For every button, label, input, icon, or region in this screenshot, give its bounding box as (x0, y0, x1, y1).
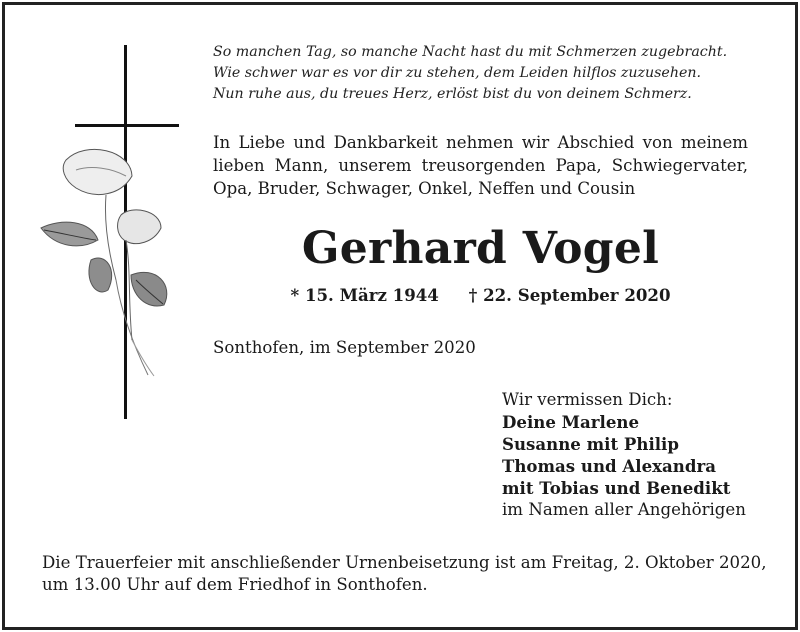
cross-bar (75, 124, 179, 127)
death-date: † 22. September 2020 (468, 285, 671, 305)
family-member: mit Tobias und Benedikt (502, 478, 731, 498)
birth-date: * 15. März 1944 (290, 285, 439, 305)
funeral-info (42, 552, 767, 596)
intro-text (213, 131, 748, 200)
place-date: Sonthofen, im September 2020 (213, 338, 476, 357)
family-intro: Wir vermissen Dich: (502, 390, 673, 409)
funeral-line: um 13.00 Uhr auf dem Friedhof in Sonthofen. (42, 575, 428, 594)
poem-line: So manchen Tag, so manche Nacht hast du mit Schmerzen zugebracht. (213, 44, 728, 60)
deceased-name: Gerhard Vogel (301, 223, 660, 274)
family-closing: im Namen aller Angehörigen (502, 500, 746, 519)
calla-lily-icon (36, 140, 176, 380)
funeral-line: Die Trauerfeier mit anschließender Urnenbeisetzung ist am Freitag, 2. Oktober 2020, (42, 553, 767, 572)
intro-line: Opa, Bruder, Schwager, Onkel, Neffen und Cousin (213, 179, 636, 198)
family-member: Deine Marlene (502, 412, 639, 432)
poem-line: Nun ruhe aus, du treues Herz, erlöst bist du von deinem Schmerz. (213, 86, 692, 102)
intro-line: lieben Mann, unserem treusorgenden Papa, Schwiegervater, (213, 156, 748, 175)
intro-line: In Liebe und Dankbarkeit nehmen wir Abschied von meinem (213, 133, 748, 152)
family-member: Thomas und Alexandra (502, 456, 716, 476)
poem-line: Wie schwer war es vor dir zu stehen, dem Leiden hilflos zuzusehen. (213, 65, 702, 81)
family-member: Susanne mit Philip (502, 434, 679, 454)
family-signature (502, 389, 746, 521)
poem (213, 42, 727, 105)
life-dates (213, 284, 748, 306)
